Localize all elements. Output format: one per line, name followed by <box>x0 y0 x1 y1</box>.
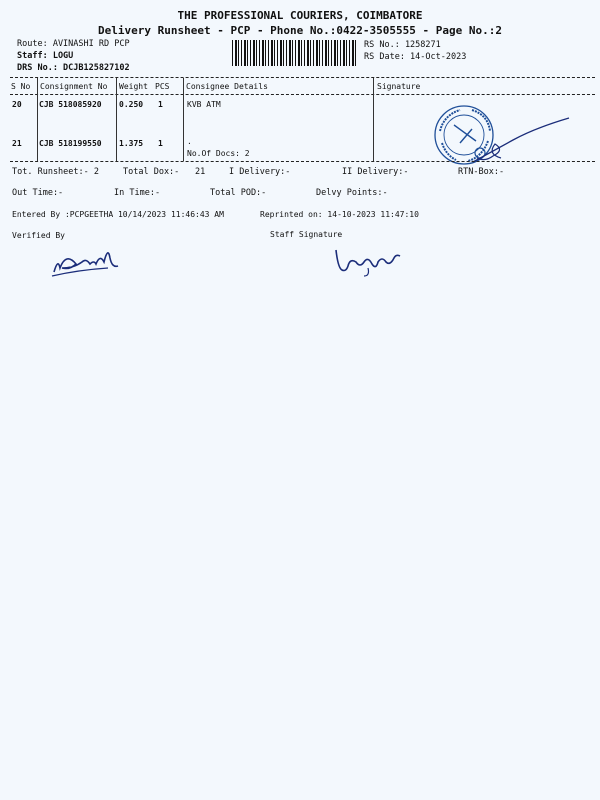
total-pod: Total POD:- <box>210 188 267 198</box>
divider <box>10 94 595 95</box>
i-delivery: I Delivery:- <box>229 167 291 177</box>
col-signature: Signature <box>377 82 421 91</box>
row-consignment: CJB 518085920 <box>39 100 102 109</box>
staff-signature-label: Staff Signature <box>270 230 343 239</box>
out-time: Out Time:- <box>12 188 64 198</box>
reprinted-on: Reprinted on: 14-10-2023 11:47:10 <box>260 210 419 219</box>
row-consignment: CJB 518199550 <box>39 139 102 148</box>
delvy-points: Delvy Points:- <box>316 188 388 198</box>
company-title: THE PROFESSIONAL COURIERS, COIMBATORE <box>177 9 423 22</box>
verified-by-label: Verified By <box>12 231 65 240</box>
drs-number: DRS No.: DCJB125827102 <box>17 63 130 73</box>
row-pcs: 1 <box>158 100 163 109</box>
col-consignee: Consignee Details <box>186 82 268 91</box>
row-sno: 21 <box>12 139 22 148</box>
total-dox-label: Total Dox:- <box>123 167 180 177</box>
col-consignment: Consignment No <box>40 82 108 91</box>
row-weight: 1.375 <box>119 139 144 148</box>
staff-signature <box>330 242 410 278</box>
row-weight: 0.250 <box>119 100 144 109</box>
column-line <box>37 78 38 161</box>
divider <box>10 77 595 78</box>
rtn-box: RTN-Box:- <box>458 167 505 177</box>
column-line <box>373 78 374 161</box>
row-consignee: KVB ATM <box>187 100 221 109</box>
total-dox-value: 21 <box>195 167 206 177</box>
ii-delivery: II Delivery:- <box>342 167 409 177</box>
divider <box>10 161 595 162</box>
rs-number: RS No.: 1258271 <box>364 40 441 50</box>
barcode <box>232 40 357 66</box>
row-pcs: 1 <box>158 139 163 148</box>
column-line <box>183 78 184 161</box>
col-pcs: PCS <box>155 82 170 91</box>
no-of-docs: No.Of Docs: 2 <box>187 149 250 158</box>
route-label: Route: AVINASHI RD PCP <box>17 39 130 49</box>
col-weight: Weight <box>119 82 148 91</box>
rs-date: RS Date: 14-Oct-2023 <box>364 52 467 62</box>
runsheet-subtitle: Delivery Runsheet - PCP - Phone No.:0422-3505555 - Page No.:2 <box>98 24 502 37</box>
entered-by: Entered By :PCPGEETHA 10/14/2023 11:46:43 AM <box>12 210 224 219</box>
verifier-signature <box>48 238 128 278</box>
in-time: In Time:- <box>114 188 161 198</box>
column-line <box>116 78 117 161</box>
row-sno: 20 <box>12 100 22 109</box>
tot-runsheet: Tot. Runsheet:- 2 <box>12 167 99 177</box>
staff-label: Staff: LOGU <box>17 51 74 61</box>
row-consignee: . <box>187 137 192 146</box>
col-sno: S No <box>11 82 31 91</box>
